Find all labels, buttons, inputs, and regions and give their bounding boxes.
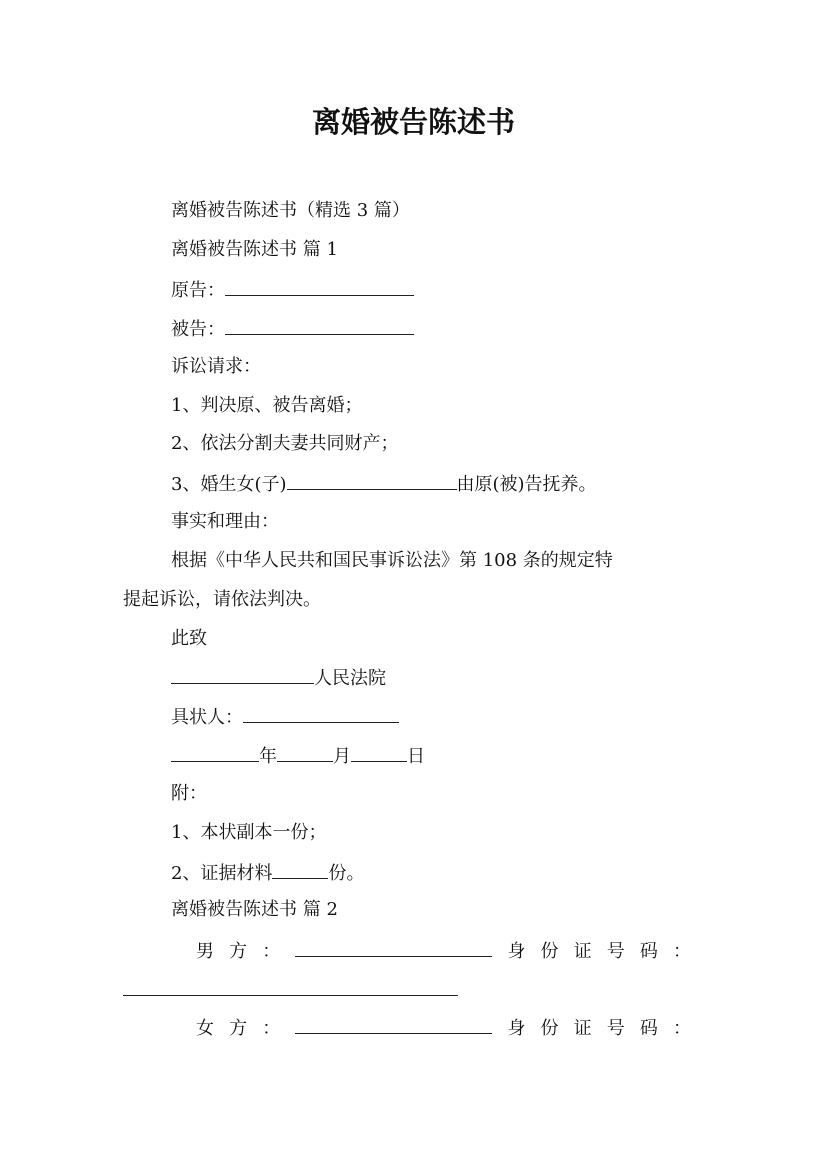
attach2-prefix: 2、证据材料 [171,863,273,884]
claim-2: 2、依法分割夫妻共同财产； [171,433,399,454]
attach2-suffix: 份。 [328,863,365,884]
petitioner-line [171,704,399,730]
plaintiff-blank [225,277,414,296]
female-label-char: 方 [229,1018,248,1039]
facts-line-1: 根据《中华人民共和国民事诉讼法》第 108 条的规定特 [171,550,613,571]
day-blank [351,743,407,762]
document-heading: 离婚被告陈述书（精选 3 篇） [171,200,410,221]
id-label-char: 码 [639,1018,658,1039]
court-suffix: 人民法院 [314,668,386,689]
day-label: 日 [407,746,425,767]
child-blank [287,471,457,490]
defendant-blank [225,316,414,335]
year-blank [171,743,259,762]
month-label: 月 [333,746,351,767]
petitioner-label: 具状人： [171,707,243,728]
plaintiff-line [171,277,414,303]
claim3-prefix: 3、婚生女(子) [171,474,287,495]
part1-heading: 离婚被告陈述书 篇 1 [171,239,338,260]
part2-heading: 离婚被告陈述书 篇 2 [171,899,338,920]
claim-1: 1、判决原、被告离婚； [171,395,363,416]
date-line [171,743,425,769]
id-label-char: ： [672,1018,691,1039]
petitioner-blank [243,704,399,723]
id-label-char: 码 [639,941,658,962]
id-label-char: 号 [606,1018,625,1039]
id-label-char: 身 [507,1018,526,1039]
plaintiff-label: 原告： [171,280,225,301]
female-name-blank [295,1015,492,1034]
female-party-line [196,1015,691,1041]
salutation: 此致 [171,628,207,649]
document-title: 离婚被告陈述书 [311,105,515,139]
male-id-blank [123,977,458,996]
month-blank [277,743,333,762]
male-label-char: 男 [196,941,214,962]
female-label-char: 女 [196,1018,214,1039]
defendant-line [171,316,414,342]
attachments-label: 附： [171,783,207,804]
facts-line-2: 提起诉讼，请依法判决。 [123,589,321,610]
id-label-char: 份 [540,1018,559,1039]
female-label-char: ： [262,1018,281,1039]
facts-label: 事实和理由： [171,511,279,532]
claims-label: 诉讼请求： [171,356,261,377]
id-label-char: 身 [507,941,526,962]
male-label-char: 方 [229,941,248,962]
claim3-suffix: 由原(被)告抚养。 [456,474,597,495]
defendant-label: 被告： [171,319,225,340]
attachment-1: 1、本状副本一份； [171,822,327,843]
id-label-char: 号 [606,941,625,962]
year-label: 年 [259,746,277,767]
male-label-char: ： [262,941,281,962]
attachment-2 [171,860,364,886]
id-label-char: 证 [573,1018,592,1039]
claim-3 [171,471,597,497]
male-party-line [196,938,691,964]
evidence-count-blank [272,860,328,879]
court-blank [171,665,314,684]
id-label-char: 份 [540,941,559,962]
id-label-char: 证 [573,941,592,962]
id-label-char: ： [672,941,691,962]
court-line [171,665,386,691]
male-name-blank [295,938,492,957]
